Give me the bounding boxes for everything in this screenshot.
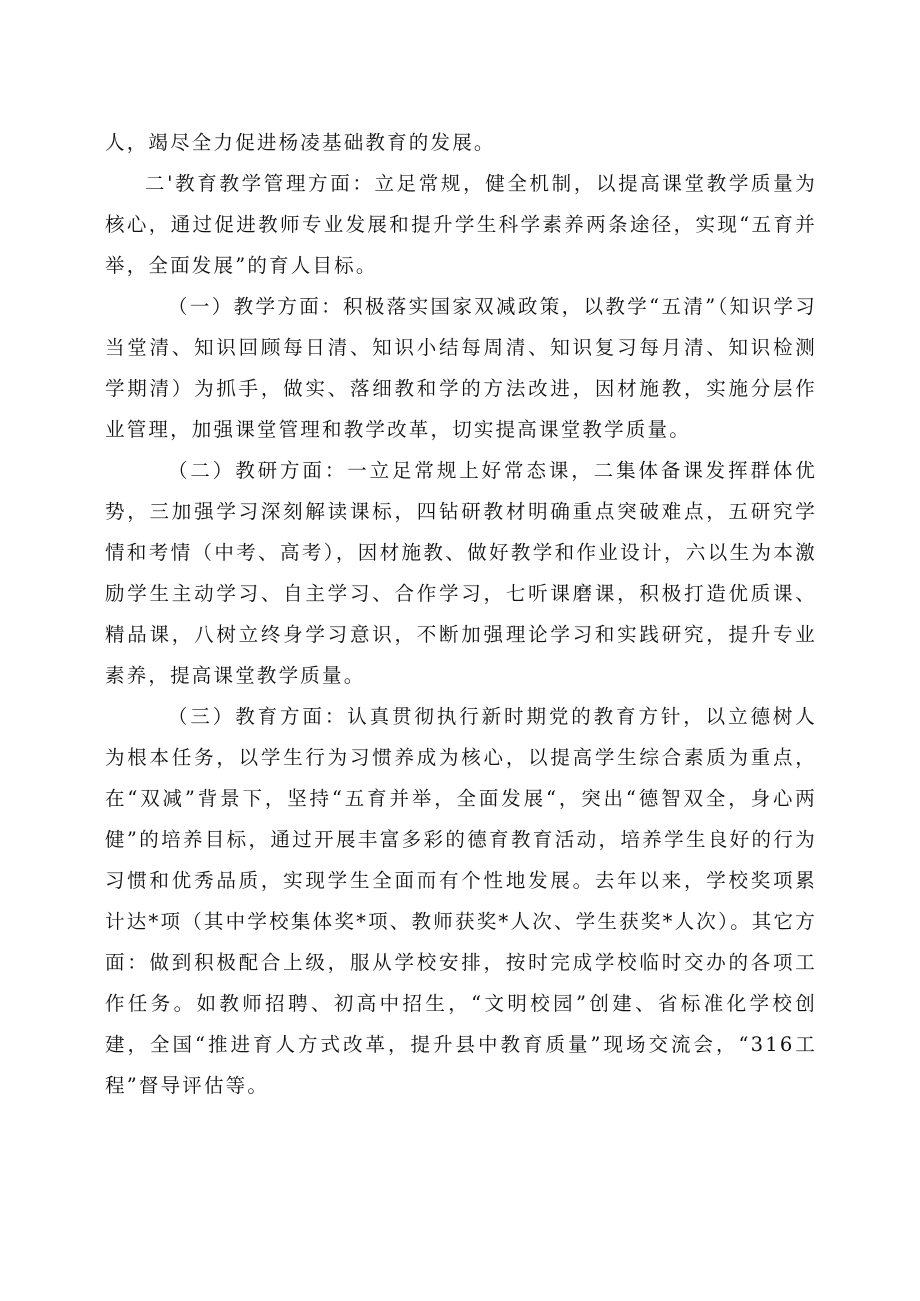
paragraph-continuation: 人，竭尽全力促进杨凌基础教育的发展。 — [105, 131, 496, 154]
paragraph-section-two-heading: 二'教育教学管理方面：立足常规，健全机制，以提高课堂教学质量为核心，通过促进教师专业发展和提升学生科学素养两条途径，实现“五育并举，全面发展”的育人目标。 — [105, 172, 817, 277]
document-body — [105, 122, 817, 1106]
paragraph-education: （三）教育方面：认真贯彻执行新时期党的教育方针，以立德树人为根本任务，以学生行为习惯养成为核心，以提高学生综合素质为重点，在“双减”背景下，坚持“五育并举，全面发展“，突出“德智双全，身心两健”的培养目标，通过开展丰富多彩的德育教育活动，培养学生良好的行为习惯和优秀品质，实现学生全面而有个性地发展。去年以来，学校奖项累计达*项（其中学校集体奖*项、教师获奖*人次、学生获奖*人次）。其它方面：做到积极配合上级，服从学校安排，按时完成学校临时交办的各项工作任务。如教师招聘、初高中招生，“文明校园”创建、省标准化学校创建，全国“推进育人方式改革，提升县中教育质量”现场交流会，“316工程”督导评估等。 — [105, 705, 817, 1097]
paragraph-research: （二）教研方面：一立足常规上好常态课，二集体备课发挥群体优势，三加强学习深刻解读课标，四钻研教材明确重点突破难点，五研究学情和考情（中考、高考），因材施教、做好教学和作业设计，六以生为本激励学生主动学习、自主学习、合作学习，七听课磨课，积极打造优质课、精品课，八树立终身学习意识，不断加强理论学习和实践研究，提升专业素养，提高课堂教学质量。 — [105, 459, 817, 687]
paragraph-teaching: （一）教学方面：积极落实国家双减政策，以教学“五清”（知识学习当堂清、知识回顾每日清、知识小结每周清、知识复习每月清、知识检测学期清）为抓手，做实、落细教和学的方法改进，因材施教，实施分层作业管理，加强课堂管理和教学改革，切实提高课堂教学质量。 — [105, 295, 817, 441]
